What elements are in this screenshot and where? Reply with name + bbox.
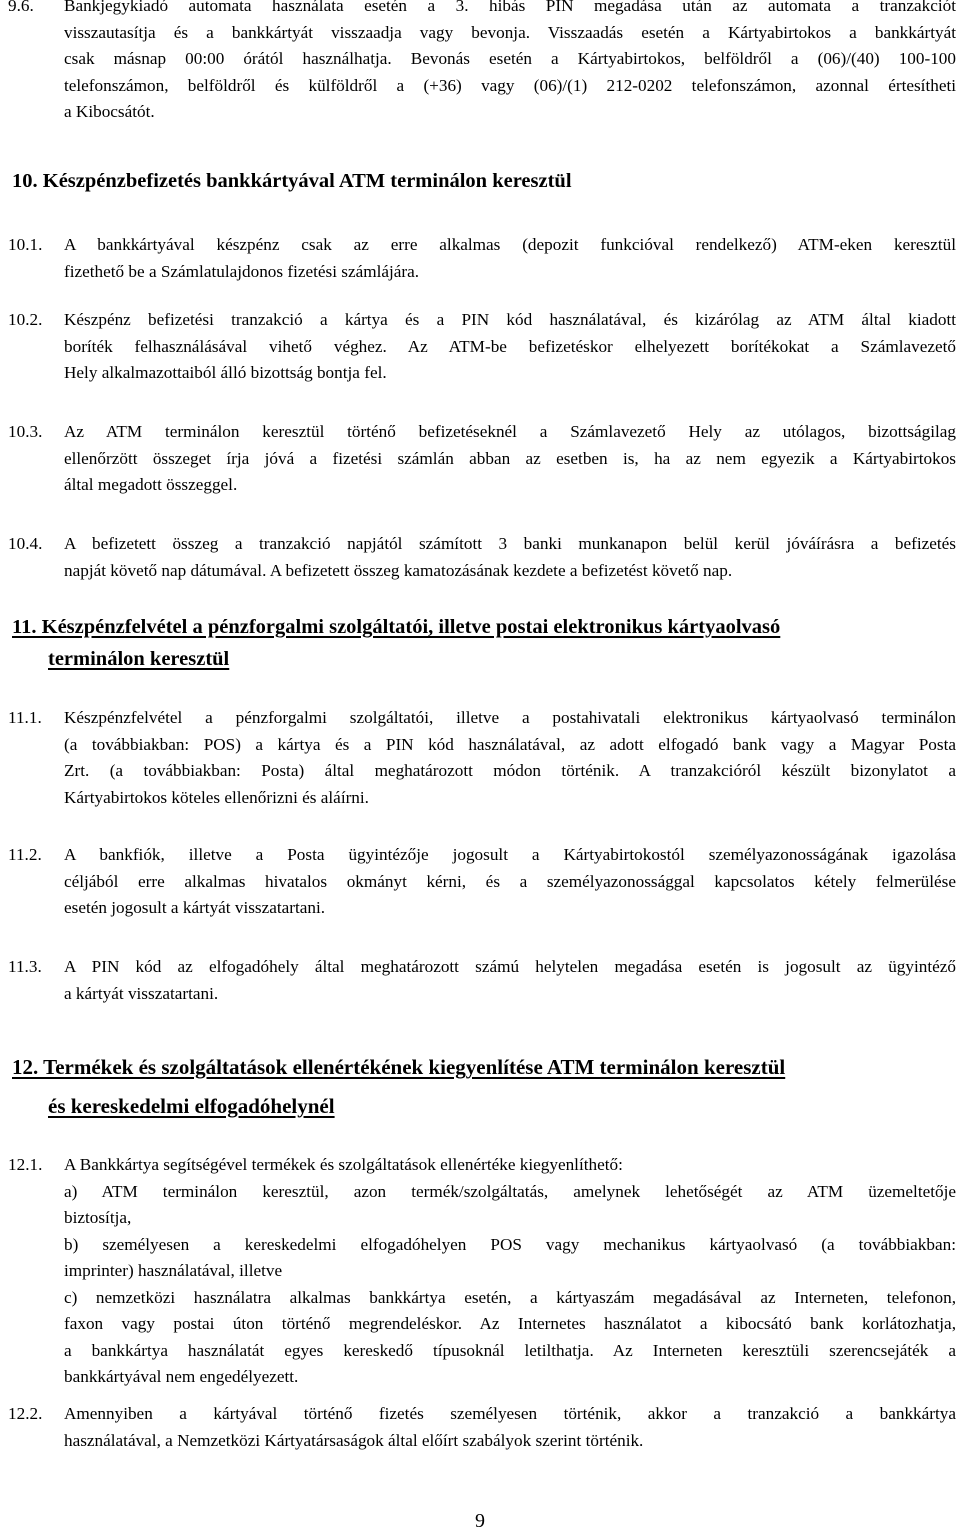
paragraph-number: 10.3. (8, 422, 43, 441)
text-line: a Kibocsátót. (64, 102, 155, 121)
paragraph-number: 11.3. (8, 957, 42, 976)
text-line: ellenőrzött összeget írja jóvá a fizetési számlán abban az esetben is, ha az nem egyezik a Kártyabirtokos (64, 448, 956, 468)
text-line: A bankfiók, illetve a Posta ügyintézője jogosult a Kártyabirtokostól személyazonosságának igazolása (64, 845, 956, 864)
text-line: Készpénz befizetési tranzakció a kártya és a PIN kód használatával, és kizárólag az ATM által kiadott (64, 310, 956, 329)
heading-line: 11. Készpénzfelvétel a pénzforgalmi szolgáltatói, illetve postai elektronikus kártyaolvasó (12, 616, 781, 638)
text-line: céljából erre alkalmas hivatalos okmányt kérni, és a személyazonossággal kapcsolatos kétely felmerülése (64, 871, 956, 891)
text-line: fizethető be a Számlatulajdonos fizetési számlájára. (64, 261, 420, 281)
text-line: Hely alkalmazottaiból álló bizottság bontja fel. (64, 363, 387, 382)
text-line: faxon vagy postai úton történő megrendeléskor. Az Internetes használatot a kibocsátó bank korlátozhatja, (64, 1314, 956, 1333)
text-line: Készpénzfelvétel a pénzforgalmi szolgáltatói, illetve a postahivatali elektronikus kártyaolvasó terminálon (64, 708, 956, 727)
text-line: Kártyabirtokos köteles ellenőrizni és aláírni. (64, 787, 369, 807)
heading-line: 12. Termékek és szolgáltatások ellenértékének kiegyenlítése ATM terminálon keresztül (12, 1055, 786, 1079)
text-line: napját követő nap dátumával. A befizetett összeg kamatozásának kezdete a befizetést követő nap. (64, 560, 733, 580)
text-line: A befizetett összeg a tranzakció napjától számított 3 banki munkanapon belül kerül jóváírásra a befizetés (64, 534, 956, 553)
text-line: esetén jogosult a kártyát visszatartani. (64, 898, 326, 917)
text-line: (a továbbiakban: POS) a kártya és a PIN kód használatával, az adott elfogadó bank vagy a Magyar Posta (64, 734, 956, 754)
text-line: Bankjegykiadó automata használata esetén a 3. hibás PIN megadása után az automata a tranzakciót (64, 0, 956, 15)
text-line: boríték felhasználásával vihető véghez. Az ATM-be befizetéskor elhelyezett borítékokat a Számlavezető (64, 336, 956, 356)
paragraph-number: 10.1. (8, 235, 43, 254)
paragraph-12-1 (0, 1152, 956, 1391)
text-line: a bankkártya használatát egyes kereskedő típusoknál letilthatja. Az Interneten keresztüli szerencsejáték a (64, 1340, 956, 1360)
text-line: A Bankkártya segítségével termékek és szolgáltatások ellenértéke kiegyenlíthető: (64, 1155, 623, 1174)
paragraph-11-1 (0, 705, 956, 811)
paragraph-10-1 (0, 232, 956, 285)
text-line: Amennyiben a kártyával történő fizetés személyesen történik, akkor a tranzakció a bankkártya (64, 1404, 956, 1423)
text-line: c) nemzetközi használatra alkalmas bankkártya esetén, a kártyaszám megadásával az Interneten, telefonon, (64, 1287, 956, 1307)
text-line: által megadott összeggel. (64, 475, 238, 494)
text-line: Az ATM terminálon keresztül történő befizetéseknél a Számlavezető Hely az utólagos, bizottságilag (64, 422, 956, 441)
section-heading-10: 10. Készpénzbefizetés bankkártyával ATM terminálon keresztül (12, 170, 572, 192)
heading-line: terminálon keresztül (48, 648, 230, 670)
text-line: használatával, a Nemzetközi Kártyatársaságok által előírt szabályok szerint történik. (64, 1430, 644, 1450)
text-line: bankkártyával nem engedélyezett. (64, 1367, 299, 1386)
paragraph-number: 11.1. (8, 708, 42, 727)
text-line: b) személyesen a kereskedelmi elfogadóhelyen POS vagy mechanikus kártyaolvasó (a továbbiakban: (64, 1234, 956, 1254)
paragraph-number: 11.2. (8, 845, 42, 864)
heading-line: és kereskedelmi elfogadóhelynél (48, 1094, 335, 1118)
section-heading-11 (12, 611, 780, 675)
text-line: A PIN kód az elfogadóhely által meghatározott számú helytelen megadása esetén is jogosult az ügyintéző (64, 957, 956, 976)
paragraph-10-2 (0, 307, 956, 387)
paragraph-12-2 (0, 1401, 956, 1454)
text-line: csak másnap 00:00 órától használhatja. Bevonás esetén a Kártyabirtokos, belföldről a (06)/(40) 100-100 (64, 49, 956, 68)
paragraph-number: 9.6. (8, 0, 34, 15)
paragraph-11-2 (0, 842, 956, 922)
paragraph-number: 12.1. (8, 1155, 43, 1174)
text-line: imprinter) használatával, illetve (64, 1261, 283, 1280)
paragraph-11-3 (0, 954, 956, 1007)
section-heading-12 (12, 1048, 952, 1126)
paragraph-number: 10.2. (8, 310, 43, 329)
paragraph-10-4 (0, 531, 956, 584)
paragraph-number: 12.2. (8, 1404, 43, 1423)
text-line: visszautasítja és a bankkártyát visszaadja vagy bevonja. Visszaadás esetén a Kártyabirtokos a bankkártyát (64, 22, 956, 42)
text-line: A bankkártyával készpénz csak az erre alkalmas (depozit funkcióval rendelkező) ATM-eken keresztül (64, 235, 956, 254)
text-line: a kártyát visszatartani. (64, 983, 219, 1003)
text-line: Zrt. (a továbbiakban: Posta) által meghatározott módon történik. A tranzakcióról készült bizonylatot a (64, 761, 956, 780)
page-number: 9 (475, 1510, 485, 1532)
paragraph-10-3 (0, 419, 956, 499)
text-line: telefonszámon, belföldről és külföldről a (+36) vagy (06)/(1) 212-0202 telefonszámon, azonnal értesítheti (64, 75, 956, 95)
paragraph-9-6 (0, 0, 956, 126)
paragraph-number: 10.4. (8, 534, 43, 553)
text-line: a) ATM terminálon keresztül, azon termék/szolgáltatás, amelynek lehetőségét az ATM üzemeltetője (64, 1181, 956, 1201)
text-line: biztosítja, (64, 1208, 132, 1227)
